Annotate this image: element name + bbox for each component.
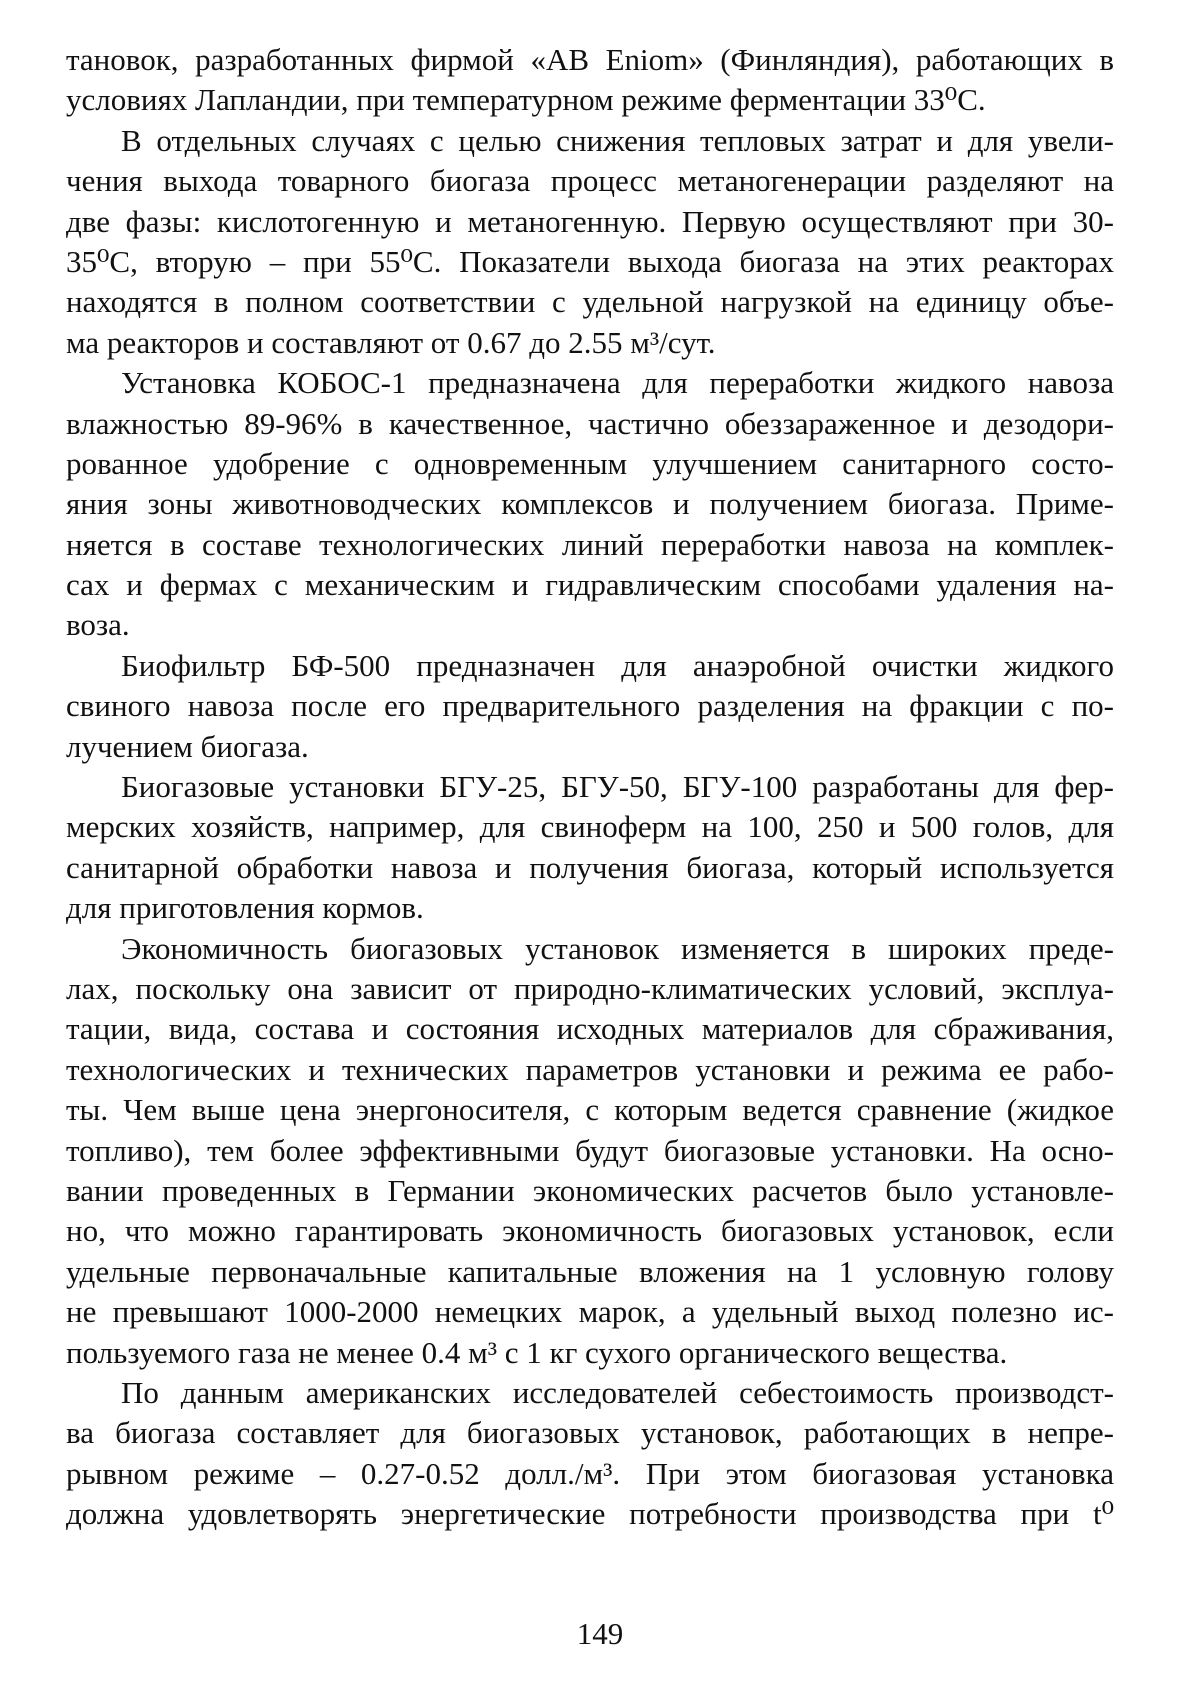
text-line: Биофильтр БФ-500 предназначен для анаэробной очистки жидкого — [121, 647, 1114, 683]
paragraph — [66, 646, 1114, 767]
text-line: ва биогаза составляет для биогазовых установок, работающих в непре- — [66, 1415, 1114, 1451]
text-line: Экономичность биогазовых установок изменяется в широких преде- — [121, 930, 1114, 966]
text-line: свиного навоза после его предварительного разделения на фракции с по- — [66, 688, 1114, 724]
text-line: удельные первоначальные капитальные вложения на 1 условную голову — [66, 1253, 1114, 1289]
paragraph — [66, 40, 1114, 121]
text-line: находятся в полном соответствии с удельной нагрузкой на единицу объе- — [66, 284, 1114, 320]
page-number: 149 — [576, 1616, 624, 1651]
text-line: две фазы: кислотогенную и метаногенную. Первую осуществляют при 30- — [66, 203, 1114, 239]
paragraph — [66, 363, 1114, 646]
text-line: но, что можно гарантировать экономичность биогазовых установок, если — [66, 1213, 1114, 1249]
text-line: 35⁰С, вторую – при 55⁰С. Показатели выхода биогаза на этих реакторах — [66, 243, 1114, 279]
text-line: топливо), тем более эффективными будут биогазовые установки. На осно- — [66, 1132, 1114, 1168]
text-line: чения выхода товарного биогаза процесс метаногенерации разделяют на — [66, 163, 1114, 199]
text-line: рывном режиме – 0.27-0.52 долл./м³. При этом биогазовая установка — [66, 1455, 1114, 1491]
text-line: ты. Чем выше цена энергоносителя, с которым ведется сравнение (жидкое — [66, 1092, 1114, 1128]
paragraph — [66, 767, 1114, 929]
paragraph — [66, 929, 1114, 1373]
text-line: По данным американских исследователей себестоимость производст- — [121, 1374, 1114, 1410]
paragraph — [66, 121, 1114, 363]
text-line: пользуемого газа не менее 0.4 м³ с 1 кг сухого органического вещества. — [66, 1334, 1008, 1370]
text-line: лучением биогаза. — [66, 728, 309, 764]
text-line: влажностью 89-96% в качественное, частично обеззараженное и дезодори- — [66, 405, 1114, 441]
text-line: технологических и технических параметров установки и режима ее рабо- — [66, 1051, 1114, 1087]
text-line: для приготовления кормов. — [66, 890, 424, 926]
text-line: условиях Лапландии, при температурном режиме ферментации 33⁰С. — [66, 82, 986, 118]
text-line: должна удовлетворять энергетические потребности производства при t⁰ — [66, 1496, 1114, 1532]
text-line: В отдельных случаях с целью снижения тепловых затрат и для увели- — [121, 122, 1114, 158]
text-line: воза. — [66, 607, 130, 643]
text-line: лах, поскольку она зависит от природно-климатических условий, эксплуа- — [66, 970, 1114, 1006]
text-line: яния зоны животноводческих комплексов и получением биогаза. Приме- — [66, 486, 1114, 522]
paragraph — [66, 1373, 1114, 1535]
text-line: няется в составе технологических линий переработки навоза на комплек- — [66, 526, 1114, 562]
text-line: рованное удобрение с одновременным улучшением санитарного состо- — [66, 445, 1114, 481]
text-line: Биогазовые установки БГУ-25, БГУ-50, БГУ-100 разработаны для фер- — [121, 769, 1114, 805]
text-line: не превышают 1000-2000 немецких марок, а удельный выход полезно ис- — [66, 1294, 1114, 1330]
text-line: тановок, разработанных фирмой «АВ Eniom» (Финляндия), работающих в — [66, 42, 1114, 77]
text-line: вании проведенных в Германии экономических расчетов было установле- — [66, 1172, 1114, 1208]
text-line: ма реакторов и составляют от 0.67 до 2.55 м³/сут. — [66, 324, 716, 360]
text-line: сах и фермах с механическим и гидравлическим способами удаления на- — [66, 567, 1114, 603]
text-line: тации, вида, состава и состояния исходных материалов для сбраживания, — [66, 1011, 1114, 1047]
text-line: санитарной обработки навоза и получения биогаза, который используется — [66, 849, 1114, 885]
body-text — [66, 40, 1114, 1534]
text-line: Установка КОБОС-1 предназначена для переработки жидкого навоза — [121, 365, 1114, 401]
text-line: мерских хозяйств, например, для свиноферм на 100, 250 и 500 голов, для — [66, 809, 1114, 845]
